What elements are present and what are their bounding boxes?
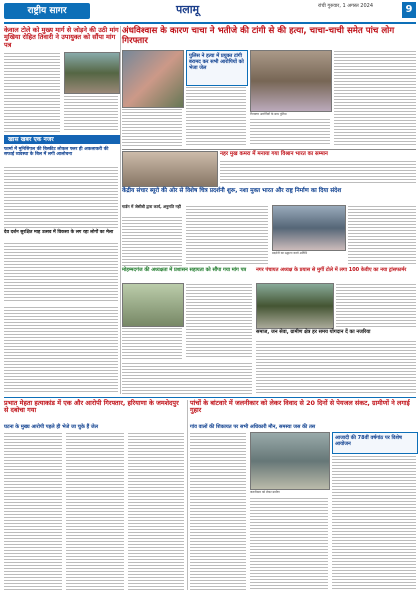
panchon-body-1 bbox=[190, 432, 246, 590]
left-lead-body bbox=[4, 52, 60, 132]
panchon-headline: पांचों के बांटवारे में जलनीकार को लेकर विवाद से 20 दिनों से पेयजल संकट, ग्रामीणों ने लगाई गुहार bbox=[190, 399, 410, 415]
masthead-rule bbox=[4, 22, 416, 24]
prashant-body-2 bbox=[66, 432, 124, 590]
date-line: रांची गुरुवार, 1 अगस्त 2024 bbox=[318, 3, 374, 9]
prashant-deck: घटना के मुख्य आरोपी पहले ही भेजे जा चुके हैं जेल bbox=[4, 424, 99, 430]
nagar-panchayat-headline: नगर पंचायत अध्यक्ष के प्रयास से मुर्गी टोले में लगा 100 केवीए का नया ट्रांसफार्मर bbox=[256, 267, 407, 273]
exhibition-caption: प्रदर्शनी का उद्घाटन करते अतिथि bbox=[272, 251, 308, 255]
garden-headline: गार्डन में जेसीबी द्वारा कार्य, अनुमति नहीं bbox=[122, 204, 181, 209]
lead-kicker-box bbox=[186, 50, 248, 86]
lead-photo-caption: गिरफ्तार आरोपियों के साथ पुलिस bbox=[250, 112, 287, 116]
lead-body-4 bbox=[334, 50, 416, 146]
prashant-headline: प्रभात मेहता हत्याकांड में एक और आरोपी गिरफ्तार, हरियाणा के जमशेदपुर से दबोचा गया bbox=[4, 399, 179, 415]
prashant-body-3 bbox=[128, 432, 184, 590]
right-bottom-body bbox=[332, 455, 416, 590]
left-lead-body-2 bbox=[64, 95, 118, 132]
mohammadganj-headline: मोहम्मदगंज की अध्यक्षता में प्रशासन सहायता को सौंपा गया मांग पत्र bbox=[122, 267, 247, 273]
column-rule bbox=[187, 400, 188, 590]
right-bottom-headline: आजादी की 78वीं वर्षगांठ पर विशेष आयोजन bbox=[335, 435, 402, 447]
kendriya-body-1 bbox=[186, 205, 268, 266]
tribute-headline: नहर मुख कमरा में मनाया गया विश्रान भारत का सम्मान bbox=[220, 151, 328, 157]
divider bbox=[122, 149, 416, 150]
lead-body-2 bbox=[186, 86, 246, 146]
mid-lower-body bbox=[122, 362, 252, 394]
transformer-photo bbox=[256, 283, 334, 329]
masthead bbox=[0, 0, 420, 22]
lead-headline: अंधविश्वास के कारण चाचा ने भतीजे की टांगी से की हत्या, चाचा-चाची समेत पांच लोग गिरफ्तार bbox=[122, 26, 395, 46]
panchon-body-2 bbox=[250, 497, 328, 590]
page-number: 9 bbox=[402, 2, 416, 18]
bottom-divider bbox=[4, 397, 416, 398]
sewa-headline: समाज, जन सेवा, ग्रामीण क्षेत्र हर समय योगदान दें का नजरिया bbox=[256, 329, 371, 335]
lead-group-photo bbox=[250, 50, 332, 112]
left-section-band: खास खबर एक नजर bbox=[4, 135, 120, 144]
panchon-caption: जलनीकार को लेकर ग्रामीण bbox=[250, 490, 280, 494]
lead-photo bbox=[122, 50, 184, 108]
nagar-panchayat-body bbox=[336, 283, 416, 327]
sewa-body bbox=[256, 340, 416, 394]
panchon-deck: गांव वालों की शिकायत पर सभी अधिकारी मौन, समस्या जस की तस bbox=[190, 424, 316, 430]
garden-body bbox=[122, 216, 182, 266]
mohammadganj-body bbox=[186, 283, 252, 359]
left-lead-photo bbox=[64, 52, 120, 94]
prashant-body-1 bbox=[4, 432, 62, 590]
panchon-photo bbox=[250, 432, 330, 490]
section-city: पलामू bbox=[176, 3, 200, 16]
lead-kicker: पुलिस ने हत्या में प्रयुक्त टांगी बरामद कर सभी आरोपियों को भेजा जेल bbox=[189, 53, 244, 71]
mohammadganj-body-2 bbox=[122, 327, 182, 359]
left-mid2-body bbox=[4, 242, 118, 302]
left-lower-body bbox=[4, 306, 118, 394]
column-rule bbox=[120, 26, 121, 394]
left-mid2-headline: देव दर्शन सुरक्षित माह उत्सव में विकसा के लग रहा लोगों का मेला bbox=[4, 230, 114, 235]
left-lead-headline: केवाल टोले को मुख्य मार्ग से जोड़ने की उठी मांग मुखिया रोहित तिवारी ने उपायुक्त को सौंपा मांग पत्र bbox=[4, 26, 119, 49]
tribute-body bbox=[220, 160, 416, 185]
lead-body-3 bbox=[250, 118, 330, 146]
lead-body-1 bbox=[122, 108, 182, 146]
kendriya-headline: केंद्रीय संचार ब्यूरो की ओर से विशेष चित्र प्रदर्शनी शुरू, नशा मुक्त भारत और राष्ट्र निर्माण का दिया संदेश bbox=[122, 188, 342, 194]
left-mid-headline: फार्मा में मुनिसिपल की बिस्कीट लोकल फ्लर ही अकलाकरी की सफाई व्यवस्था के बिल में लगी आलोचना bbox=[4, 147, 109, 158]
right-bottom-box bbox=[332, 432, 418, 454]
left-mid-body bbox=[4, 166, 118, 228]
kendriya-body-2 bbox=[348, 205, 416, 266]
exhibition-photo bbox=[272, 205, 346, 251]
tribute-photo bbox=[122, 151, 218, 187]
newspaper-logo: राष्ट्रीय सागर bbox=[4, 3, 90, 19]
mohammadganj-photo bbox=[122, 283, 184, 327]
